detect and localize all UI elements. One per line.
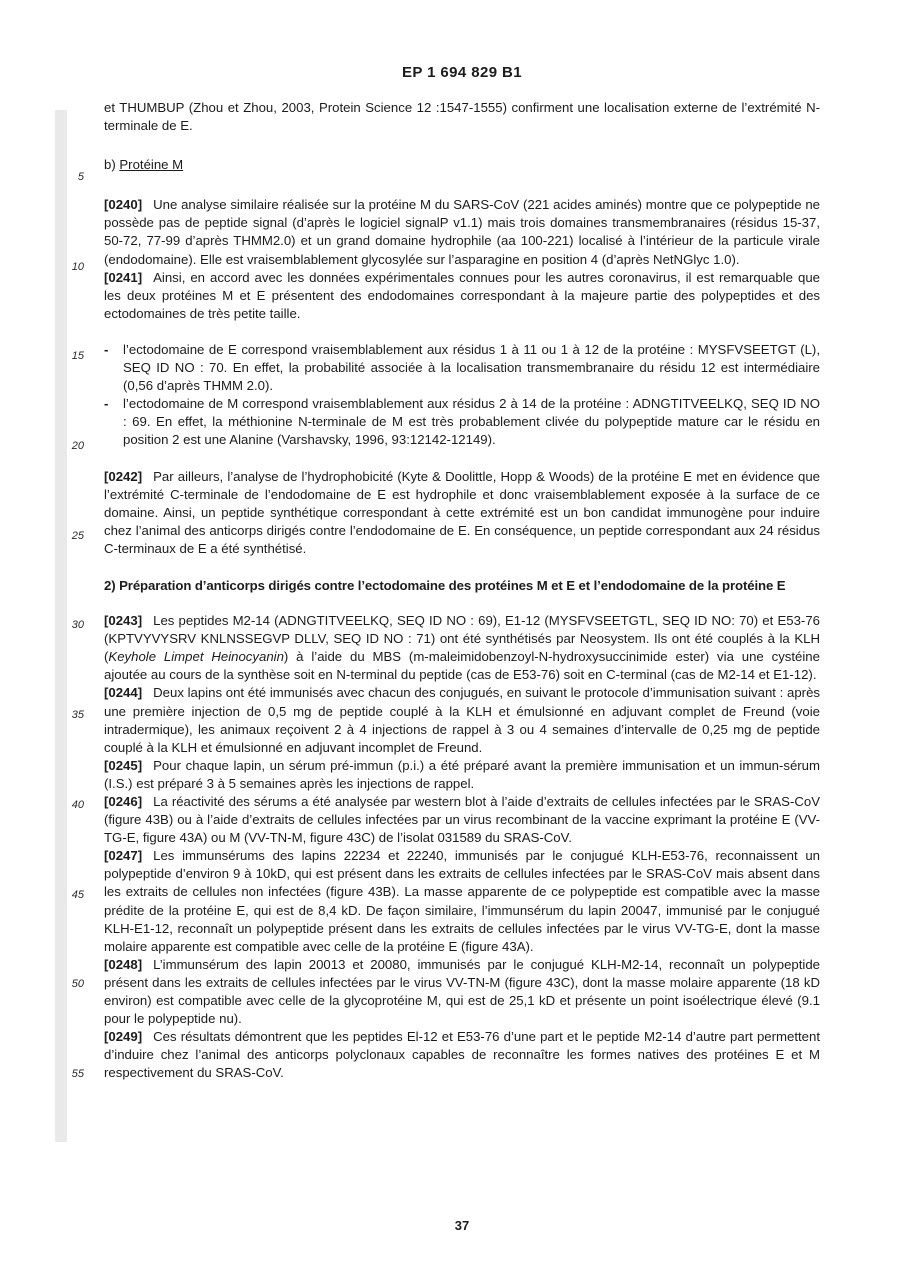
subsection-title: Protéine M bbox=[119, 157, 184, 173]
margin-line-number: 5 bbox=[77, 171, 84, 183]
paragraph-number: [0247] bbox=[104, 848, 143, 864]
section-heading-2: 2) Préparation d’anticorps dirigés contre l’ectodomaine des protéines M et E et l’endodomaine de la protéine E bbox=[104, 577, 786, 593]
paragraph-text: Une analyse similaire réalisée sur la protéine M du SARS-CoV (221 acides aminés) montre que ce polypeptide ne possède pas de peptide signal (d’après le logiciel signalP v1.1) mais trois domaines transmembranaires (résidus 15-37, 50-72, 77-99 d’après THMM2.0) et un grand domaine hydrophile (aa 100-221) localisé à l’intérieur de la particule virale (endodomaine). Elle est vraisemblablement glycosylée sur l’asparagine en position 4 (d’après NetNGlyc 1.0). bbox=[104, 197, 820, 267]
bullet-list bbox=[104, 341, 820, 450]
paragraph-text: Ainsi, en accord avec les données expérimentales connues pour les autres coronavirus, il est remarquable que les deux protéines M et E présentent des endodomaines correspondant à la majeure partie des polypeptides et des ectodomaines de très petite taille. bbox=[104, 269, 820, 321]
paragraph-number: [0240] bbox=[104, 197, 143, 213]
margin-line-number: 20 bbox=[71, 440, 84, 452]
paragraph-0247 bbox=[104, 847, 820, 956]
paragraph-0245 bbox=[104, 757, 820, 793]
paragraph-0246 bbox=[104, 793, 820, 847]
margin-line-number: 45 bbox=[71, 889, 84, 901]
paragraph-0243 bbox=[104, 612, 820, 684]
margin-line-number: 25 bbox=[71, 530, 84, 542]
bullet-text: l’ectodomaine de M correspond vraisemblablement aux résidus 2 à 14 de la protéine : ADNGTITVEELKQ, SEQ ID NO : 69. En effet, la méthionine N-terminale de M est très probablement clivée du polypeptide mature car le résidu en position 2 est une Alanine (Varshavsky, 1996, 93:12142-12149). bbox=[123, 396, 820, 448]
paragraph-text: Deux lapins ont été immunisés avec chacun des conjugués, en suivant le protocole d’immunisation suivant : après une première injection de 0,5 mg de peptide couplé à la KLH et émulsionné en adjuvant complet de Freund (voie intradermique), les animaux reçoivent 2 à 4 injections de rappel à 3 ou 4 semaines d’intervalle de 0,25 mg de peptide couplé à la KLH et émulsionné en adjuvant incomplet de Freund. bbox=[104, 685, 820, 755]
page-body bbox=[104, 99, 820, 1083]
paragraph-text: ) à l’aide du MBS (m-maleimidobenzoyl-N-hydroxysuccinimide ester) via une cystéine ajoutée au cours de la synthèse soit en N-terminal du peptide (cas de E53-76) soit en C-terminal (cas de M2-14 et E1-12). bbox=[104, 649, 820, 683]
page-number: 37 bbox=[454, 1218, 470, 1233]
bullet-dash: - bbox=[104, 341, 109, 357]
margin-line-number: 40 bbox=[71, 799, 84, 811]
paragraph-text: Les peptides M2-14 (ADNGTITVEELKQ, SEQ ID NO : 69), E1-12 (MYSFVSEETGTL, SEQ ID NO: 70) et E53-76 (KPTVYVYSRV KNLNSSEGVP DLLV, SEQ ID NO : 71) ont été synthétisés par Neosystem. Ils ont été couplés à la KLH ( bbox=[104, 613, 820, 665]
margin-line-number: 15 bbox=[71, 350, 84, 362]
italic-species-name: Keyhole Limpet Heinocyanin bbox=[108, 649, 284, 665]
margin-line-number: 55 bbox=[71, 1068, 84, 1080]
margin-line-number: 30 bbox=[71, 619, 84, 631]
paragraph-text: Pour chaque lapin, un sérum pré-immun (p.i.) a été préparé avant la première immunisation et un immun-sérum (I.S.) est préparé 3 à 5 semaines après les injections de rappel. bbox=[104, 757, 820, 791]
paragraph-text: Par ailleurs, l’analyse de l’hydrophobicité (Kyte & Doolittle, Hopp & Woods) de la protéine E met en évidence que l’extrémité C-terminale de l’endodomaine de E est hydrophile et donc vraisemblablement exposée à la surface de ce domaine. Ainsi, un peptide synthétique correspondant à cette extrémité est un bon candidat immunogène pour induire chez l’animal des anticorps dirigés contre l’endodomaine de E. En conséquence, un peptide correspondant aux 24 résidus C-terminaux de E a été synthétisé. bbox=[104, 468, 820, 556]
margin-line-number: 10 bbox=[71, 261, 84, 273]
paragraph-number: [0243] bbox=[104, 613, 143, 629]
paragraph-0241 bbox=[104, 269, 820, 323]
bullet-item-ectodomaine-m bbox=[104, 395, 820, 449]
paragraph-text: L’immunsérum des lapin 20013 et 20080, immunisés par le conjugué KLH-M2-14, reconnaît un polypeptide présent dans les extraits de cellules infectées par le virus VV-TN-M (figure 43C), dont la masse molaire apparente (18 kD environ) est compatible avec celle de la glycoprotéine M, qui est de 25,1 kD et présente un point isoélectrique élevé (9.1 pour le polypeptide nu). bbox=[104, 956, 820, 1027]
paragraph-number: [0245] bbox=[104, 757, 143, 773]
paragraph-text: Ces résultats démontrent que les peptides El-12 et E53-76 d’une part et le peptide M2-14 d’autre part permettent d’induire chez l’animal des anticorps polyclonaux capables de reconnaître les formes natives des protéines E et M respectivement du SRAS-CoV. bbox=[104, 1029, 820, 1081]
intro-paragraph: et THUMBUP (Zhou et Zhou, 2003, Protein Science 12 :1547-1555) confirment une localisation externe de l’extrémité N-terminale de E. bbox=[104, 100, 820, 134]
paragraph-text: La réactivité des sérums a été analysée par western blot à l’aide d’extraits de cellules infectées par le SRAS-CoV (figure 43B) ou à l’aide d’extraits de cellules infectées par un virus recombinant de la vaccine exprimant la protéine E (VV-TG-E, figure 43A) ou M (VV-TN-M, figure 43C) de l’isolat 031589 du SRAS-CoV. bbox=[104, 794, 820, 846]
paragraph-number: [0249] bbox=[104, 1029, 143, 1045]
paragraph-number: [0242] bbox=[104, 468, 143, 484]
subsection-heading-b bbox=[104, 156, 820, 174]
paragraph-number: [0246] bbox=[104, 794, 143, 809]
paragraph-text: Les immunsérums des lapins 22234 et 22240, immunisés par le conjugué KLH-E53-76, reconnaissent un polypeptide d’environ 9 à 10kD, qui est présent dans les extraits de cellules infectées par le SRAS-CoV mais absent dans les extraits de cellules non infectées (figure 43B). La masse apparente de ce polypeptide est compatible avec la masse prédite de la protéine E, qui est de 8,4 kD. De façon similaire, l’immunsérum du lapin 20047, immunisé par le conjugué KLH-E1-12, reconnaît un polypeptide présent dans les extraits de cellules infectées par le virus VV-TG-E, dont la masse molaire apparente est compatible avec celle de la protéine E (figure 43A). bbox=[104, 848, 820, 954]
paragraph-0240 bbox=[104, 196, 820, 268]
paragraph-0242 bbox=[104, 468, 820, 558]
paragraph-0244 bbox=[104, 684, 820, 756]
paragraph-number: [0248] bbox=[104, 956, 143, 972]
bullet-text: l’ectodomaine de E correspond vraisemblablement aux résidus 1 à 11 ou 1 à 12 de la protéine : MYSFVSEETGT (L), SEQ ID NO : 70. En effet, la probabilité associée à la localisation transmembranaire du résidu 12 est intermédiaire (0,56 d’après THMM 2.0). bbox=[123, 341, 820, 394]
paragraph-0249 bbox=[104, 1028, 820, 1082]
subsection-prefix: b) bbox=[104, 157, 120, 173]
margin-line-number: 50 bbox=[71, 978, 84, 990]
document-number-header: EP 1 694 829 B1 bbox=[402, 64, 522, 81]
paragraph-0248 bbox=[104, 956, 820, 1028]
paragraph-number: [0241] bbox=[104, 269, 143, 285]
bullet-dash: - bbox=[104, 396, 109, 412]
bullet-item-ectodomaine-e bbox=[104, 341, 820, 395]
paragraph-number: [0244] bbox=[104, 685, 143, 701]
margin-line-number: 35 bbox=[71, 709, 84, 721]
